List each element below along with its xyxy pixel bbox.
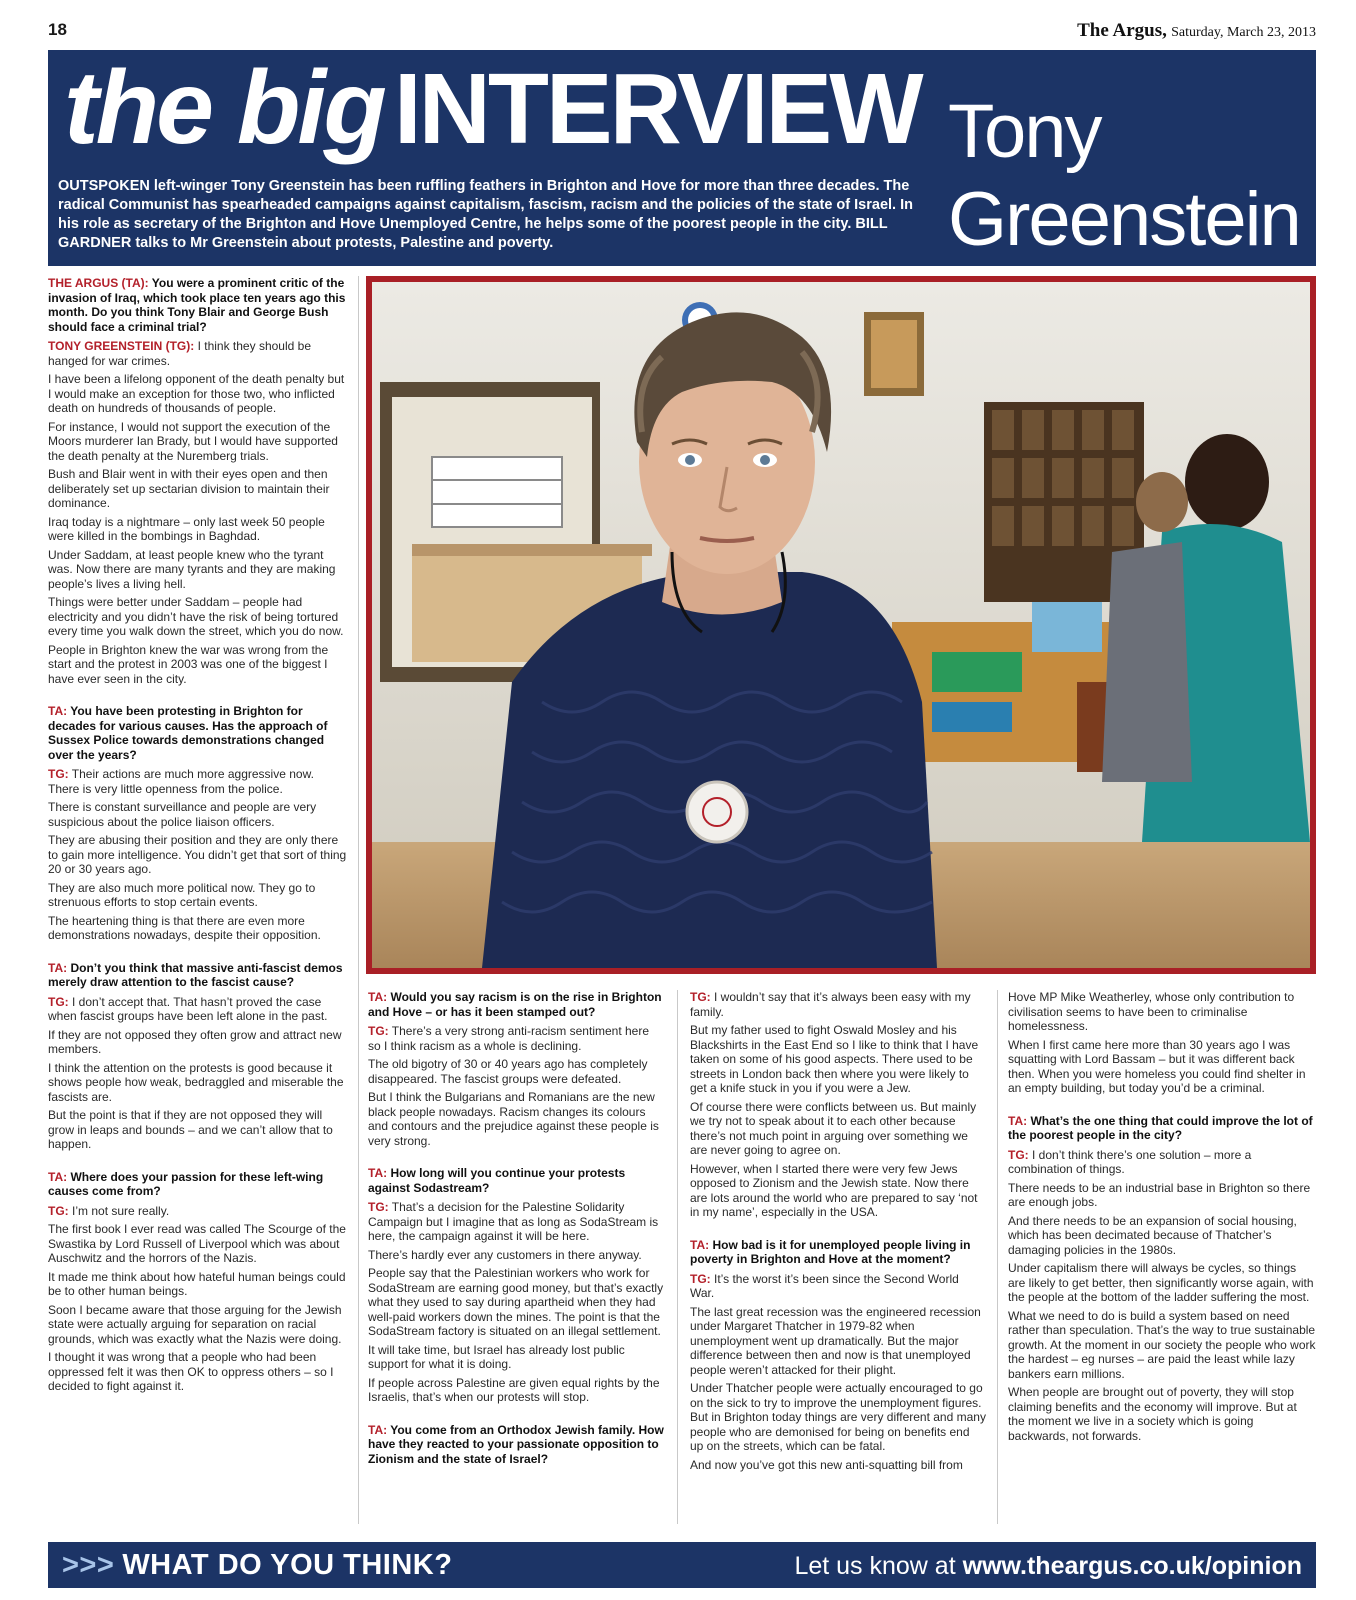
question-label: THE ARGUS (TA):: [48, 276, 149, 290]
paragraph: For instance, I would not support the execution of the Moors murderer Ian Brady, but I would have supported the death penalty at the Nuremberg trials.: [48, 419, 338, 463]
photo-illustration: [372, 282, 1310, 968]
question-label: TA:: [368, 1422, 388, 1437]
masthead-date: Saturday, March 23, 2013: [1171, 25, 1316, 40]
paragraph: When I first came here more than 30 years ago I was squatting with Lord Bassam – but it was different back then. When you were homeless you could find shelter in an empty building, but today you’d be a criminal.: [1008, 1037, 1306, 1095]
question-label: TA:: [1008, 1113, 1028, 1128]
answer-text: It’s the worst it’s been since the Second World War.: [690, 1271, 959, 1300]
paragraph: It will take time, but Israel has already lost public support for what it is doing.: [368, 1342, 625, 1371]
what-do-you-think: [62, 1550, 452, 1580]
article-column-4: [1008, 990, 1316, 1447]
question-text: How long will you continue your protests against Sodastream?: [368, 1166, 626, 1195]
paragraph: If they are not opposed they often grow and attract new members.: [48, 1027, 342, 1056]
paragraph: When people are brought out of poverty, they will stop claiming benefits and the economy will improve. But at the moment we live in a society which is going backwards, not forwards.: [1008, 1385, 1297, 1443]
question-text: Would you say racism is on the rise in Brighton and Hove – or has it been stamped out?: [368, 990, 662, 1019]
question-text: You were a prominent critic of the invasion of Iraq, which took place ten years ago this month. Do you think Tony Blair and George Bush should face a criminal trial?: [48, 276, 346, 334]
answer: [690, 1272, 986, 1301]
paragraph: There is constant surveillance and people are very suspicious about the police liaison officers.: [48, 800, 317, 829]
question-label: TA:: [48, 1169, 68, 1184]
paragraph: And there needs to be an expansion of social housing, which has been decimated because of Thatcher’s damaging policies in the 1980s.: [1008, 1213, 1297, 1257]
paragraph: I thought it was wrong that a people who had been oppressed felt it was then OK to oppress others – so I decided to fight against it.: [48, 1350, 334, 1393]
paragraph: They are abusing their position and they are only there to gain more intelligence. You didn’t get that sort of thing 20 or 30 years ago.: [48, 833, 347, 876]
question: [690, 1238, 986, 1267]
column-divider: [677, 990, 678, 1524]
question-label: TA:: [368, 1166, 388, 1180]
question-text: What’s the one thing that could improve the lot of the poorest people in the city?: [1008, 1113, 1313, 1142]
question-label: TA:: [368, 990, 388, 1004]
paragraph: I think the attention on the protests is good because it shows people how weak, bedraggled and miserable the fascists are.: [48, 1060, 344, 1104]
answer-label: TG:: [48, 994, 69, 1009]
question-text: Where does your passion for these left-wing causes come from?: [48, 1169, 324, 1198]
question: [368, 990, 664, 1019]
paragraph: The old bigotry of 30 or 40 years ago has completely disappeared. The fascist groups were defeated.: [368, 1057, 648, 1086]
article-column-2: [368, 990, 664, 1471]
paragraph: What we need to do is build a system based on need rather than speculation. That’s the way to true sustainable growth. At the moment in our society the people who work the hardest – eg nurses – are paid the least while lazy bankers earn millions.: [1008, 1308, 1316, 1381]
paragraph: The first book I ever read was called The Scourge of the Swastika by Lord Russell of Liverpool which was about Auschwitz and the horrors of the Nazis.: [48, 1222, 346, 1265]
question-label: TA:: [48, 960, 68, 975]
answer-text: Their actions are much more aggressive now. There is very little openness from the police.: [48, 767, 314, 796]
paragraph: Of course there were conflicts between us. But mainly we try not to speak about it to each other because there’s not much point in arguing over something we are never going to agree on.: [690, 1099, 977, 1157]
paragraph: There’s hardly ever any customers in there anyway.: [368, 1247, 642, 1262]
paragraph: It made me think about how hateful human beings could be to other human beings.: [48, 1269, 346, 1298]
answer-label: TG:: [368, 1200, 389, 1214]
paragraph: Hove MP Mike Weatherley, whose only contribution to civilisation seems to have been to criminalise homelessness.: [1008, 990, 1295, 1033]
paragraph: Under Saddam, at least people knew who the tyrant was. Now there are many tyrants and they are making people’s lives a living hell.: [48, 547, 336, 591]
answer: [690, 990, 986, 1019]
question: [48, 1170, 348, 1199]
section-title-lower: the big: [64, 50, 384, 166]
answer-text: I think they should be hanged for war crimes.: [48, 339, 311, 368]
answer: [368, 1200, 664, 1244]
question-text: Don’t you think that massive anti-fascist demos merely draw attention to the fascist cause?: [48, 960, 343, 989]
paragraph: But the point is that if they are not opposed they will grow in leaps and bounds – and we can’t allow that to happen.: [48, 1108, 333, 1151]
answer-label: TONY GREENSTEIN (TG):: [48, 339, 195, 353]
paragraph: Things were better under Saddam – people had electricity and you didn’t have the risk of being tortured every time you walk down the street, which you do now.: [48, 595, 344, 638]
answer: [368, 1024, 664, 1053]
answer-text: There’s a very strong anti-racism sentiment here so I think racism as a whole is declining.: [368, 1024, 650, 1053]
question: [368, 1423, 664, 1467]
answer: [48, 1204, 348, 1219]
paragraph: If people across Palestine are given equal rights by the Israelis, that’s when our protests will stop.: [368, 1375, 660, 1404]
masthead: [1077, 20, 1316, 42]
opinion-url-link[interactable]: www.theargus.co.uk/opinion: [962, 1552, 1302, 1580]
answer: [1008, 1148, 1316, 1177]
answer-text: I wouldn’t say that it’s always been easy with my family.: [690, 990, 971, 1019]
answer-label: TG:: [1008, 1147, 1029, 1162]
question: [1008, 1114, 1316, 1143]
let-us-know-label: Let us know at: [794, 1552, 956, 1580]
answer: [48, 767, 348, 796]
answer-label: TG:: [690, 1271, 711, 1286]
paragraph: However, when I started there were very few Jews opposed to Zionism and the Jewish state. Now there are lots around the world who are prepared to say ‘not in my name’, especially in the USA.: [690, 1161, 978, 1219]
question-text: You have been protesting in Brighton for decades for various causes. Has the approach of Sussex Police towards demonstrations changed over the years?: [48, 704, 328, 762]
paragraph: People say that the Palestinian workers who work for SodaStream are earning good money, but that’s exactly what they used to say during apartheid when they had well-paid workers down the mines. The point is that the SodaStream factory is situated on an illegal settlement.: [368, 1266, 664, 1338]
paragraph: Iraq today is a nightmare – only last week 50 people were killed in the bombings in Baghdad.: [48, 514, 325, 543]
paragraph: They are also much more political now. They go to strenuous efforts to stop certain events.: [48, 880, 316, 909]
question: [368, 1166, 664, 1195]
masthead-paper-name: The Argus,: [1077, 20, 1167, 41]
paragraph: Under Thatcher people were actually encouraged to go on the sick to try to improve the unemployment figures. But in Brighton today things are very different and many people who are demonised for being on benefits end up on the streets, which can be fatal.: [690, 1381, 986, 1453]
what-do-you-think-label: WHAT DO YOU THINK?: [122, 1549, 453, 1581]
article-column-1: [48, 276, 348, 1398]
answer: [48, 995, 348, 1024]
interviewee-name: [948, 88, 1308, 264]
interviewee-first-name: Tony: [948, 89, 1101, 174]
answer-text: I’m not sure really.: [72, 1203, 170, 1218]
paragraph: The last great recession was the engineered recession under Margaret Thatcher in 1979-82 when unemployment went up dramatically. But the major difference between then and now is that unemployed people weren’t attacked for their plight.: [690, 1304, 981, 1377]
answer-label: TG:: [48, 1203, 69, 1218]
opinion-footer-bar: [48, 1542, 1316, 1588]
paragraph: Under capitalism there will always be cycles, so things are likely to get better, then significantly worse again, with the people at the bottom of the ladder suffering the most.: [1008, 1261, 1314, 1304]
answer-text: I don’t accept that. That hasn’t proved the case when fascist groups have been left alone in the past.: [48, 994, 328, 1023]
question: [48, 961, 348, 990]
paragraph: And now you’ve got this new anti-squatting bill from: [690, 1457, 963, 1472]
paragraph: People in Brighton knew the war was wrong from the start and the protest in 2003 was one of the biggest I have ever seen in the city.: [48, 642, 329, 686]
page-number: 18: [48, 20, 67, 39]
answer-label: TG:: [48, 767, 69, 781]
paragraph: I have been a lifelong opponent of the death penalty but I would make an exception for those two, who inflicted death on hundreds of thousands of people.: [48, 372, 345, 415]
paragraph: There needs to be an industrial base in Brighton so there are enough jobs.: [1008, 1180, 1311, 1209]
question-text: You come from an Orthodox Jewish family. How have they reacted to your passionate opposition to Zionism and the state of Israel?: [368, 1422, 664, 1466]
paragraph: The heartening thing is that there are even more demonstrations nowadays, despite their opposition.: [48, 913, 321, 942]
interview-banner: [48, 50, 1316, 266]
chevrons-icon: >>>: [62, 1549, 115, 1581]
paragraph: Soon I became aware that those arguing for the Jewish state were actually arguing for separation on racial grounds, which was exactly what the Nazis were doing.: [48, 1302, 342, 1346]
question-label: TA:: [690, 1237, 710, 1252]
answer: [48, 339, 348, 368]
answer-label: TG:: [690, 990, 711, 1004]
question-text: How bad is it for unemployed people living in poverty in Brighton and Hove at the moment?: [690, 1237, 971, 1266]
article-column-3: [690, 990, 986, 1476]
paragraph: But my father used to fight Oswald Mosley and his Blackshirts in the East End so I like to think that I have taken on some of his good aspects. There used to be streets in London back then where you were likely to get a knife stuck in you if you were a Jew.: [690, 1023, 979, 1095]
portrait-photo: [366, 276, 1316, 974]
question-label: TA:: [48, 704, 68, 718]
question: [48, 704, 348, 762]
question: [48, 276, 348, 334]
section-title-upper: INTERVIEW: [393, 53, 921, 165]
paragraph: But I think the Bulgarians and Romanians are the new black people nowadays. Racism changes its colours and contours and the prejudice against these people is very strong.: [368, 1090, 659, 1148]
opinion-link-block: [794, 1552, 1302, 1580]
column-divider: [358, 276, 359, 1524]
answer-label: TG:: [368, 1024, 389, 1038]
column-divider: [997, 990, 998, 1524]
paragraph: Bush and Blair went in with their eyes open and then deliberately set up sectarian division to maintain their dominance.: [48, 467, 330, 510]
interviewee-last-name: Greenstein: [948, 177, 1300, 262]
section-title: [64, 50, 921, 197]
answer-text: That’s a decision for the Palestine Solidarity Campaign but I imagine that as long as SodaStream is here, the campaign against it will be here.: [368, 1200, 659, 1243]
standfirst: OUTSPOKEN left-winger Tony Greenstein has been ruffling feathers in Brighton and Hove for more than three decades. The radical Communist has spearheaded campaigns against capitalism, fascism, racism and the policies of the state of Israel. In his role as secretary of the Brighton and Hove Unemployed Centre, he helps some of the poorest people in the city. BILL GARDNER talks to Mr Greenstein about protests, Palestine and poverty.: [58, 178, 913, 251]
answer-text: I don’t think there’s one solution – more a combination of things.: [1008, 1147, 1252, 1176]
